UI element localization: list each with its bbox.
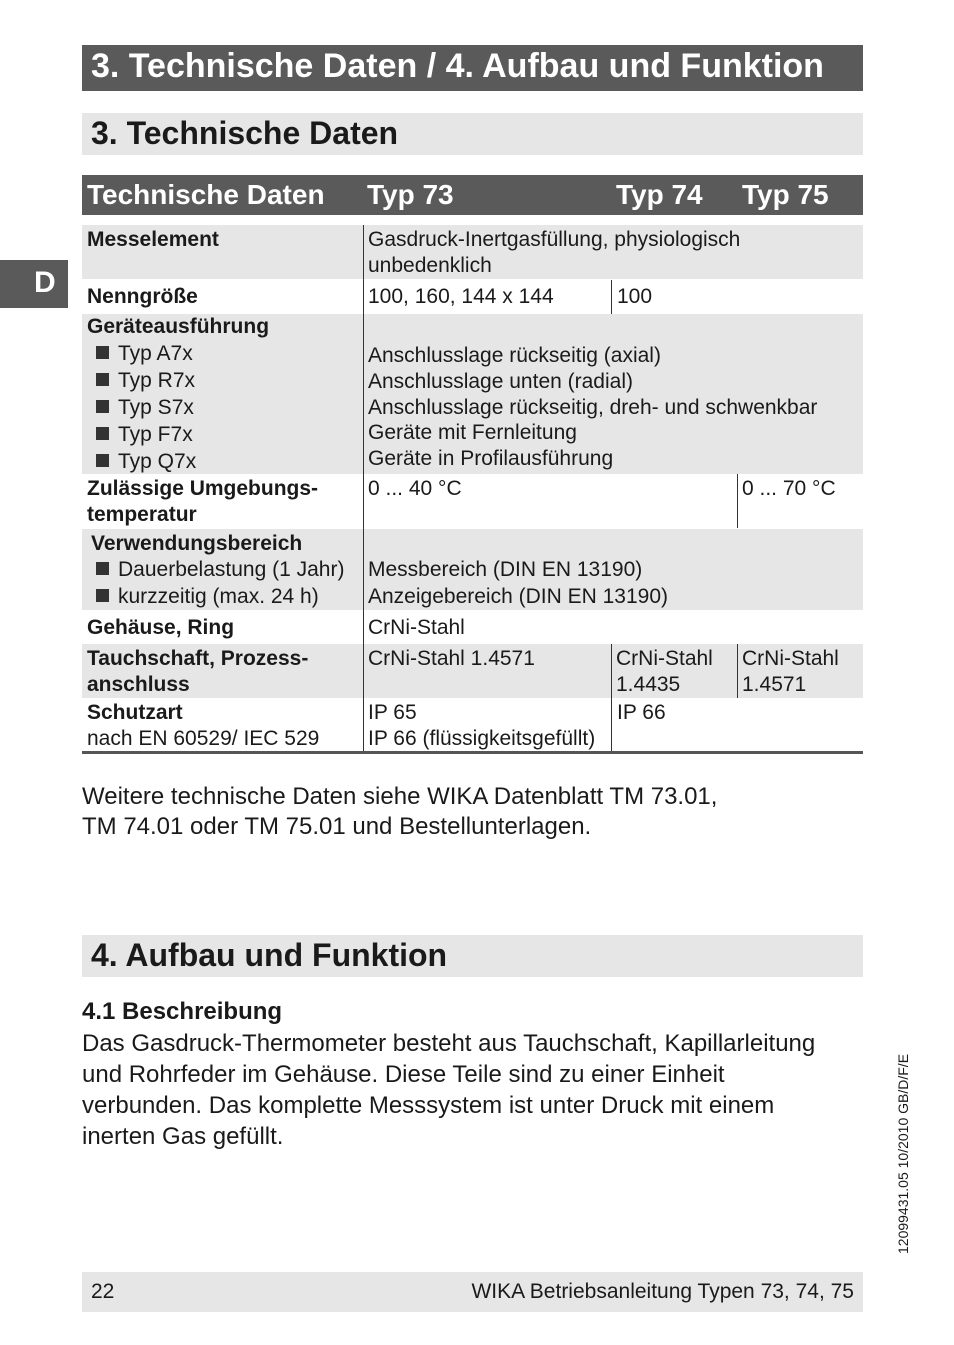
main-header (82, 45, 863, 91)
row-label: Zulässige Umgebungs- (87, 477, 319, 500)
table-row-schutzart (82, 698, 863, 751)
table-header-typ75: Typ 75 (742, 179, 829, 210)
bullet-square-icon (96, 454, 109, 467)
row-value: Geräte in Profilausführung (368, 447, 614, 470)
row-sublabel: nach EN 60529/ IEC 529 (87, 727, 320, 750)
column-divider (737, 474, 738, 528)
bullet-square-icon (96, 589, 109, 602)
subsection-heading: 4.1 Beschreibung (82, 998, 283, 1025)
bullet-square-icon (96, 346, 109, 359)
list-item: Typ R7x (82, 368, 195, 394)
table-header-typ74: Typ 74 (616, 179, 703, 210)
table-row-nenngroesse (82, 280, 863, 314)
row-value: unbedenklich (368, 254, 492, 277)
table-row-messelement (82, 225, 863, 279)
row-label: Schutzart (87, 701, 183, 724)
list-item: Typ A7x (82, 341, 193, 367)
row-label: Tauchschaft, Prozess- (87, 647, 309, 670)
list-item: Dauerbelastung (1 Jahr) (82, 557, 344, 583)
body-line: inerten Gas gefüllt. (82, 1123, 284, 1150)
row-value-typ74: CrNi-Stahl (616, 647, 713, 670)
row-value: Anzeigebereich (DIN EN 13190) (368, 585, 668, 608)
row-label: Geräteausführung (87, 315, 270, 338)
section-3-title: 3. Technische Daten (91, 115, 399, 151)
list-item: Typ F7x (82, 422, 193, 448)
row-value-typ74: 1.4435 (616, 673, 681, 696)
list-item: kurzzeitig (max. 24 h) (82, 584, 319, 610)
column-divider (611, 698, 612, 751)
body-line: Das Gasdruck-Thermometer besteht aus Tauchschaft, Kapillarleitung (82, 1030, 816, 1057)
note-line: TM 74.01 oder TM 75.01 und Bestellunterlagen. (82, 813, 592, 840)
table-header-col-label: Technische Daten (87, 179, 325, 210)
table-bottom-rule (82, 751, 863, 754)
table-header-typ73: Typ 73 (367, 179, 454, 210)
page-number: 22 (91, 1280, 115, 1303)
row-label: temperatur (87, 503, 197, 526)
column-divider (611, 644, 612, 698)
table-header (82, 175, 863, 215)
label-column-divider (363, 225, 364, 751)
section-4-header (82, 935, 863, 977)
row-value-typ75: CrNi-Stahl (742, 647, 839, 670)
row-value-typ75: 100 (617, 285, 653, 308)
column-divider (737, 644, 738, 698)
document-code: 12099431.05 10/2010 GB/D/F/E (895, 1053, 911, 1254)
row-value: Geräte mit Fernleitung (368, 421, 577, 444)
row-label: Messelement (87, 228, 219, 251)
language-tab (0, 260, 68, 308)
row-label: Gehäuse, Ring (87, 616, 235, 639)
list-item: Typ S7x (82, 395, 194, 421)
list-item: Typ Q7x (82, 449, 196, 475)
bullet-square-icon (96, 373, 109, 386)
row-label: Nenngröße (87, 285, 198, 308)
row-value: Anschlusslage rückseitig, dreh- und schwenkbar (368, 396, 818, 419)
main-header-title: 3. Technische Daten / 4. Aufbau und Funktion (91, 47, 824, 85)
row-value-typ75: 1.4571 (742, 673, 807, 696)
bullet-square-icon (96, 400, 109, 413)
body-line: und Rohrfeder im Gehäuse. Diese Teile sind zu einer Einheit (82, 1061, 725, 1088)
bullet-square-icon (96, 427, 109, 440)
row-value: CrNi-Stahl (368, 616, 465, 639)
row-value-typ73-74: 0 ... 40 °C (368, 477, 462, 500)
row-value-typ75: 0 ... 70 °C (742, 477, 836, 500)
row-value: Gasdruck-Inertgasfüllung, physiologisch (368, 228, 741, 251)
row-value: Anschlusslage rückseitig (axial) (368, 344, 661, 367)
language-tab-letter: D (34, 266, 56, 299)
row-value-typ73: IP 66 (flüssigkeitsgefüllt) (368, 727, 596, 750)
column-divider (611, 280, 612, 314)
table-row-tauchschaft (82, 644, 863, 698)
row-value-typ73-74: 100, 160, 144 x 144 (368, 285, 554, 308)
table-row-geraeteausfuehrung (82, 314, 863, 474)
row-value: Messbereich (DIN EN 13190) (368, 558, 643, 581)
table-row-gehaeuse (82, 610, 863, 644)
row-label: anschluss (87, 673, 190, 696)
table-row-verwendungsbereich (82, 529, 863, 610)
note-line: Weitere technische Daten siehe WIKA Datenblatt TM 73.01, (82, 783, 718, 810)
page-footer (82, 1272, 863, 1312)
row-value-typ74-75: IP 66 (617, 701, 666, 724)
row-label: Verwendungsbereich (91, 532, 303, 555)
section-3-header (82, 113, 863, 155)
body-line: verbunden. Das komplette Messsystem ist unter Druck mit einem (82, 1092, 775, 1119)
bullet-square-icon (96, 562, 109, 575)
row-value-typ73: IP 65 (368, 701, 417, 724)
row-value-typ73: CrNi-Stahl 1.4571 (368, 647, 535, 670)
footer-title: WIKA Betriebsanleitung Typen 73, 74, 75 (471, 1280, 854, 1303)
section-4-title: 4. Aufbau und Funktion (91, 937, 448, 973)
row-value: Anschlusslage unten (radial) (368, 370, 633, 393)
table-row-umgebungstemperatur (82, 474, 863, 528)
